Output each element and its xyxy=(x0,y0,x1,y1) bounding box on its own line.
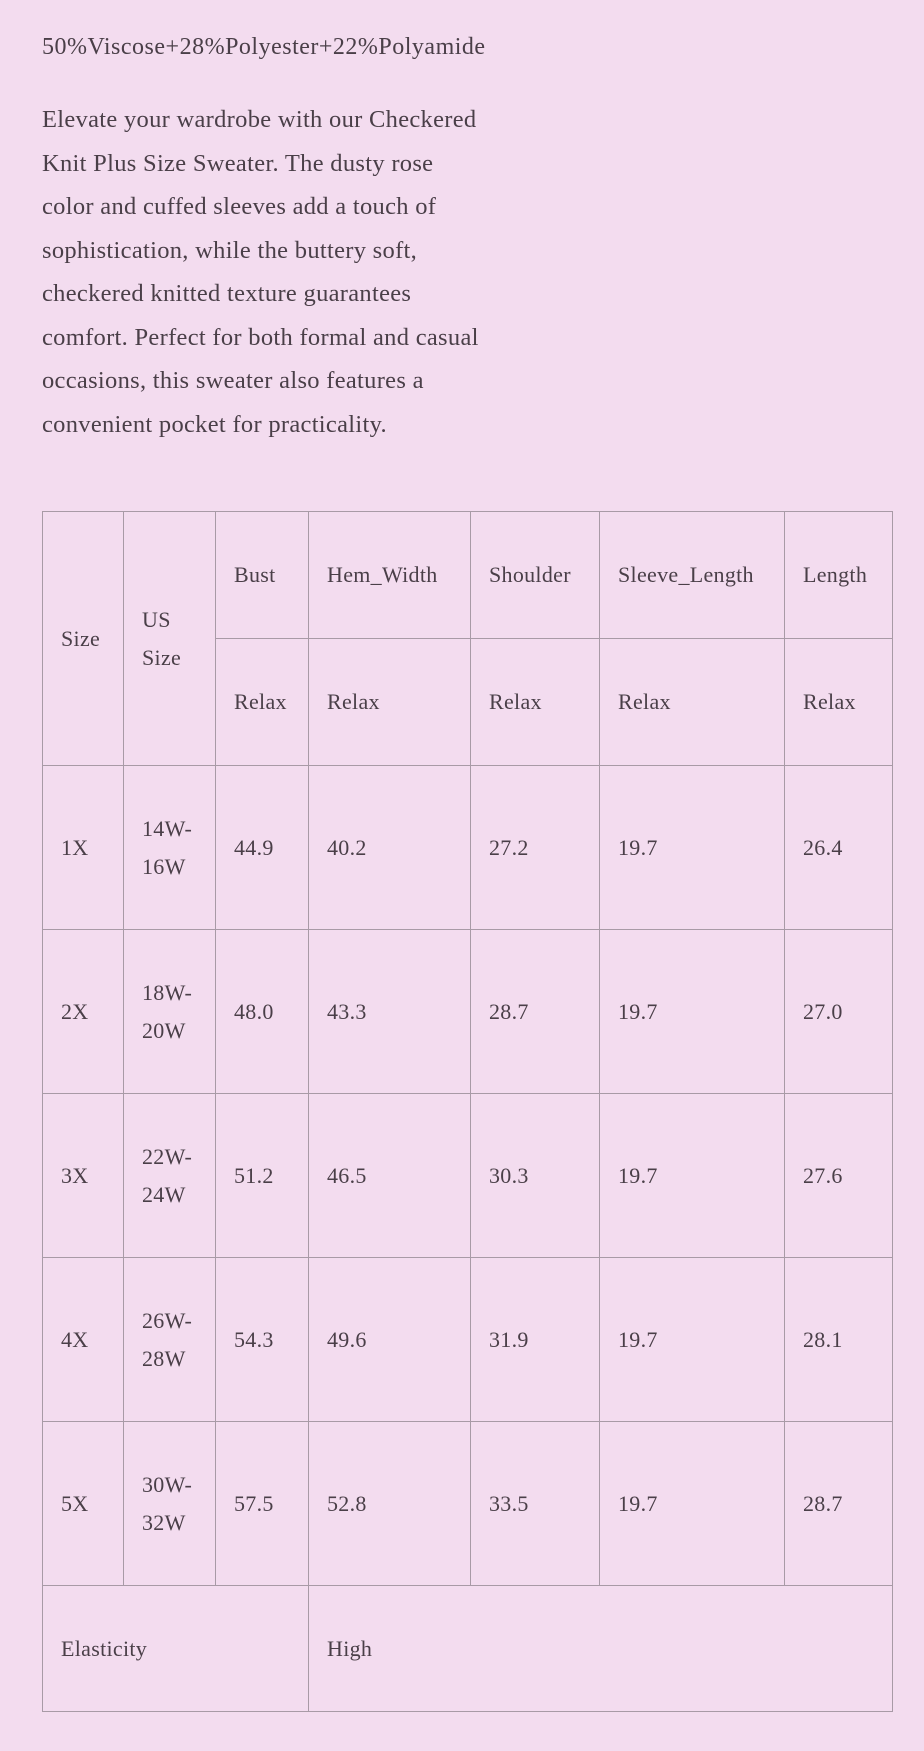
table-row xyxy=(43,1094,893,1258)
header-sleeve-length: Sleeve_Length xyxy=(600,512,785,639)
table-row xyxy=(43,766,893,930)
fit-bust: Relax xyxy=(216,639,309,766)
cell-size: 1X xyxy=(43,766,124,930)
cell-length: 27.0 xyxy=(785,930,893,1094)
fit-hem-width: Relax xyxy=(309,639,471,766)
table-header-row xyxy=(43,512,893,639)
header-size: Size xyxy=(43,512,124,766)
cell-us-size: 26W-28W xyxy=(124,1258,216,1422)
cell-size: 3X xyxy=(43,1094,124,1258)
table-row xyxy=(43,930,893,1094)
cell-bust: 51.2 xyxy=(216,1094,309,1258)
header-bust: Bust xyxy=(216,512,309,639)
cell-shoulder: 27.2 xyxy=(471,766,600,930)
cell-us-size: 14W-16W xyxy=(124,766,216,930)
cell-sleeve-length: 19.7 xyxy=(600,1094,785,1258)
cell-shoulder: 31.9 xyxy=(471,1258,600,1422)
product-description: Elevate your wardrobe with our Checkered Knit Plus Size Sweater. The dusty rose color and cuffed sleeves add a touch of sophistication, while the buttery soft, checkered knitted texture guarantees comfort. Perfect for both formal and casual occasions, this sweater also features a convenient pocket for practicality. xyxy=(42,106,479,438)
cell-hem-width: 49.6 xyxy=(309,1258,471,1422)
cell-hem-width: 43.3 xyxy=(309,930,471,1094)
cell-sleeve-length: 19.7 xyxy=(600,766,785,930)
size-chart-table xyxy=(42,511,893,1712)
cell-bust: 44.9 xyxy=(216,766,309,930)
material-composition: 50%Viscose+28%Polyester+22%Polyamide xyxy=(42,34,486,60)
cell-sleeve-length: 19.7 xyxy=(600,1258,785,1422)
header-length: Length xyxy=(785,512,893,639)
cell-us-size: 30W-32W xyxy=(124,1422,216,1586)
cell-length: 27.6 xyxy=(785,1094,893,1258)
elasticity-row xyxy=(43,1586,893,1712)
cell-shoulder: 33.5 xyxy=(471,1422,600,1586)
elasticity-label: Elasticity xyxy=(43,1586,309,1712)
cell-hem-width: 52.8 xyxy=(309,1422,471,1586)
cell-sleeve-length: 19.7 xyxy=(600,930,785,1094)
cell-us-size: 22W-24W xyxy=(124,1094,216,1258)
fit-sleeve-length: Relax xyxy=(600,639,785,766)
cell-sleeve-length: 19.7 xyxy=(600,1422,785,1586)
cell-bust: 57.5 xyxy=(216,1422,309,1586)
cell-hem-width: 40.2 xyxy=(309,766,471,930)
cell-size: 2X xyxy=(43,930,124,1094)
cell-length: 26.4 xyxy=(785,766,893,930)
header-us-size: US Size xyxy=(124,512,216,766)
cell-size: 5X xyxy=(43,1422,124,1586)
table-row xyxy=(43,1258,893,1422)
header-hem-width: Hem_Width xyxy=(309,512,471,639)
fit-shoulder: Relax xyxy=(471,639,600,766)
cell-us-size: 18W-20W xyxy=(124,930,216,1094)
cell-shoulder: 28.7 xyxy=(471,930,600,1094)
header-shoulder: Shoulder xyxy=(471,512,600,639)
fit-length: Relax xyxy=(785,639,893,766)
cell-length: 28.1 xyxy=(785,1258,893,1422)
table-row xyxy=(43,1422,893,1586)
cell-length: 28.7 xyxy=(785,1422,893,1586)
cell-bust: 48.0 xyxy=(216,930,309,1094)
cell-hem-width: 46.5 xyxy=(309,1094,471,1258)
cell-shoulder: 30.3 xyxy=(471,1094,600,1258)
cell-size: 4X xyxy=(43,1258,124,1422)
elasticity-value: High xyxy=(309,1586,893,1712)
cell-bust: 54.3 xyxy=(216,1258,309,1422)
